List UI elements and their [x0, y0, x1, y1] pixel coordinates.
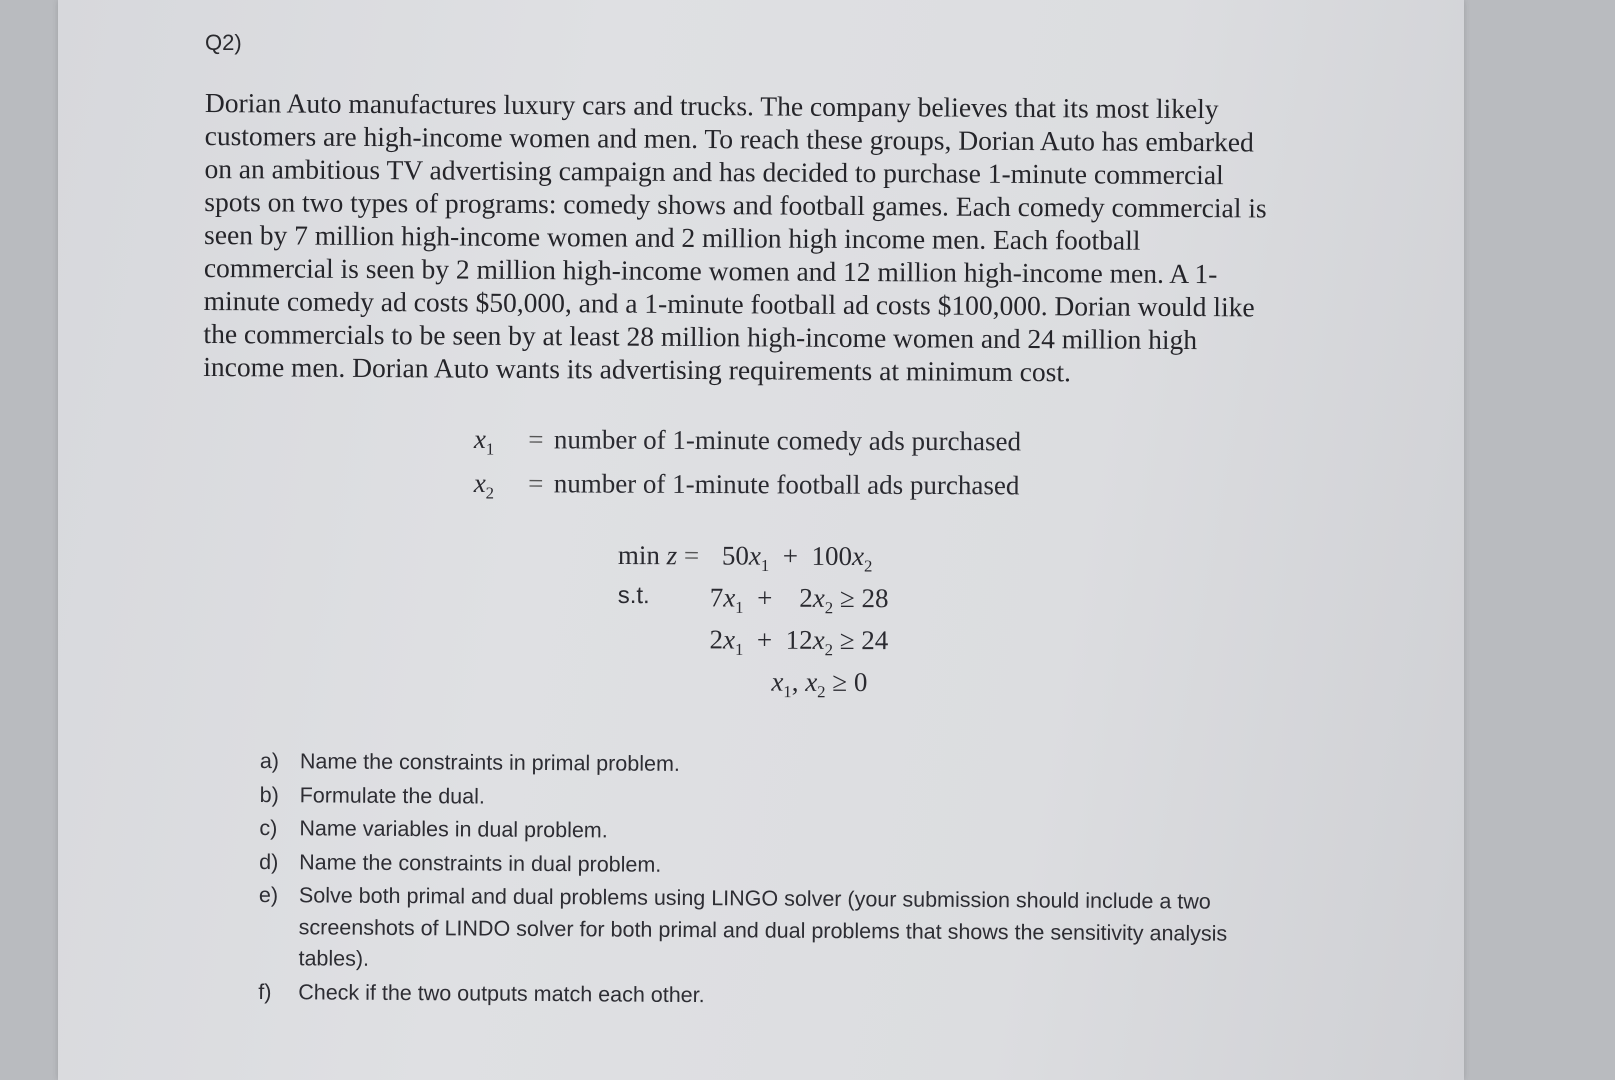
variable-symbol: $x_2$ [473, 467, 495, 503]
item-text: Name the constraints in dual problem. [299, 849, 662, 877]
item-text: Check if the two outputs match each other. [298, 979, 705, 1007]
definition-text: number of 1-minute football ads purchased [553, 468, 1020, 501]
question-list [258, 746, 1270, 1017]
paragraph-line: spots on two types of programs: comedy shows and football games. Each comedy commercial is [204, 185, 1267, 224]
list-item [260, 779, 1270, 818]
item-letter: f) [258, 979, 272, 1004]
list-item [258, 880, 1269, 982]
constraint-2: $2x_1 + 12x_2 \ge 24$ [709, 624, 889, 660]
constraint-1: $7x_1$ + $2x_2 \ge 28$ [709, 582, 889, 618]
paragraph-line: Dorian Auto manufactures luxury cars and trucks. The company believes that its most likely [204, 86, 1219, 125]
item-text: Formulate the dual. [299, 782, 485, 809]
paragraph-line: commercial is seen by 2 million high-income women and 12 million high-income men. A 1- [203, 251, 1218, 290]
question-number: Q2) [205, 30, 242, 55]
item-letter: c) [259, 815, 278, 841]
paragraph-line: customers are high-income women and men. To reach these groups, Dorian Auto has embarked [204, 119, 1254, 158]
variable-definitions [474, 424, 1021, 514]
item-letter: b) [259, 782, 279, 807]
objective-expression: $50x_1 + 100x_2$ [721, 540, 873, 576]
subject-to-label: s.t. [617, 581, 650, 610]
paragraph-line: the commercials to be seen by at least 28 million high-income women and 24 million high [203, 317, 1198, 356]
list-item [260, 746, 1270, 785]
equals-sign: = [528, 468, 544, 499]
definition-text: number of 1-minute comedy ads purchased [553, 424, 1022, 457]
item-letter: d) [259, 849, 279, 874]
nonnegativity-constraint: $x_1$, $x_2 \ge 0$ [771, 666, 868, 702]
item-text: Name variables in dual problem. [299, 816, 608, 843]
equals-sign: = [528, 424, 544, 455]
item-letter: e) [258, 882, 279, 908]
objective-label: min z = [617, 540, 700, 571]
list-item [259, 813, 1269, 852]
paragraph-line: seen by 7 million high-income women and 2 million high income men. Each football [203, 218, 1141, 256]
paragraph-line: minute comedy ad costs $50,000, and a 1-minute football ad costs $100,000. Dorian would like [203, 284, 1255, 323]
definition-x2 [474, 468, 1021, 514]
item-letter: a) [259, 748, 280, 774]
variable-symbol: $x_1$ [473, 424, 495, 459]
paragraph-line: on an ambitious TV advertising campaign and has decided to purchase 1-minute commercial [204, 152, 1224, 191]
list-item [259, 846, 1269, 885]
item-text: Solve both primal and dual problems using LINGO solver (your submission should include a two screenshots of LINDO solver for both primal and dual problems that shows the sensitivity analysis tables). [298, 883, 1228, 971]
problem-statement [203, 86, 1310, 390]
definition-x1 [474, 424, 1021, 470]
paragraph-line: income men. Dorian Auto wants its advertising requirements at minimum cost. [203, 350, 1071, 388]
list-item [258, 976, 1268, 1015]
item-text: Name the constraints in primal problem. [299, 749, 680, 776]
